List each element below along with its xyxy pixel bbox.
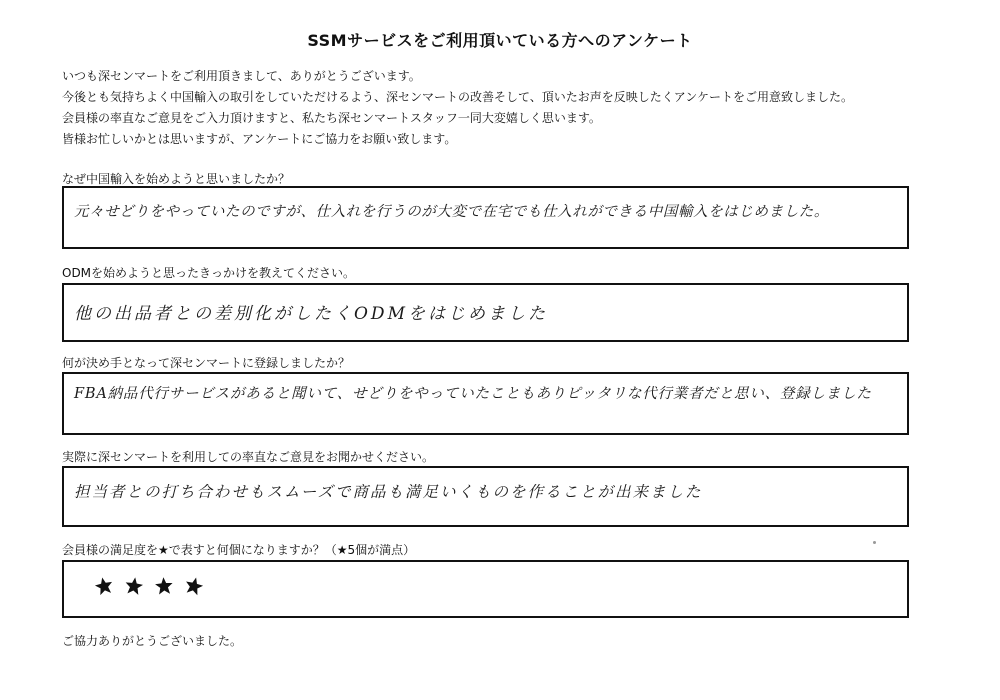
intro-line: 今後とも気持ちよく中国輸入の取引をしていただけるよう、深センマートの改善そして、頂いたお声を反映したくアンケートをご用意致しました。 bbox=[62, 90, 854, 104]
question-label: 実際に深センマートを利用しての率直なご意見をお聞かせください。 bbox=[62, 450, 435, 464]
question-label: 何が決め手となって深センマートに登録しましたか？ bbox=[62, 356, 351, 370]
answer-text: 元々せどりをやっていたのですが、仕入れを行うのが大変で在宅でも仕入れができる中国輸入をはじめました。 bbox=[74, 204, 829, 220]
survey-title: SSMサービスをご利用頂いている方へのアンケート bbox=[307, 31, 693, 50]
rating-question: 会員様の満足度を★で表すと何個になりますか？（★5個が満点） bbox=[62, 543, 416, 557]
intro-text bbox=[62, 66, 942, 150]
star-icon bbox=[184, 576, 204, 596]
star-icon bbox=[154, 576, 174, 596]
answer-box[interactable] bbox=[62, 186, 909, 249]
rating-box[interactable] bbox=[62, 560, 909, 618]
scan-speck bbox=[873, 541, 876, 544]
answer-box[interactable] bbox=[62, 283, 909, 342]
question-label: なぜ中国輸入を始めようと思いましたか？ bbox=[62, 172, 291, 186]
closing-text: ご協力ありがとうございました。 bbox=[62, 634, 243, 648]
answer-text: 担当者との打ち合わせもスムーズで商品も満足いくものを作ることが出来ました bbox=[74, 483, 703, 501]
star-icon bbox=[124, 576, 144, 596]
answer-box[interactable] bbox=[62, 466, 909, 527]
question-label: ODMを始めようと思ったきっかけを教えてください。 bbox=[62, 266, 356, 280]
star-rating bbox=[94, 576, 204, 596]
star-icon bbox=[94, 576, 114, 596]
answer-box[interactable] bbox=[62, 372, 909, 435]
intro-line: いつも深センマートをご利用頂きまして、ありがとうございます。 bbox=[62, 69, 421, 83]
answer-text: FBA納品代行サービスがあると聞いて、せどりをやっていたこともありピッタリな代行業者だと思い、登録しました bbox=[74, 386, 872, 402]
intro-line: 会員様の率直なご意見をご入力頂けますと、私たち深センマートスタッフ一同大変嬉しく思います。 bbox=[62, 111, 601, 125]
answer-text: 他の出品者との差別化がしたくODMをはじめました bbox=[74, 304, 548, 324]
intro-line: 皆様お忙しいかとは思いますが、アンケートにご協力をお願い致します。 bbox=[62, 132, 457, 146]
